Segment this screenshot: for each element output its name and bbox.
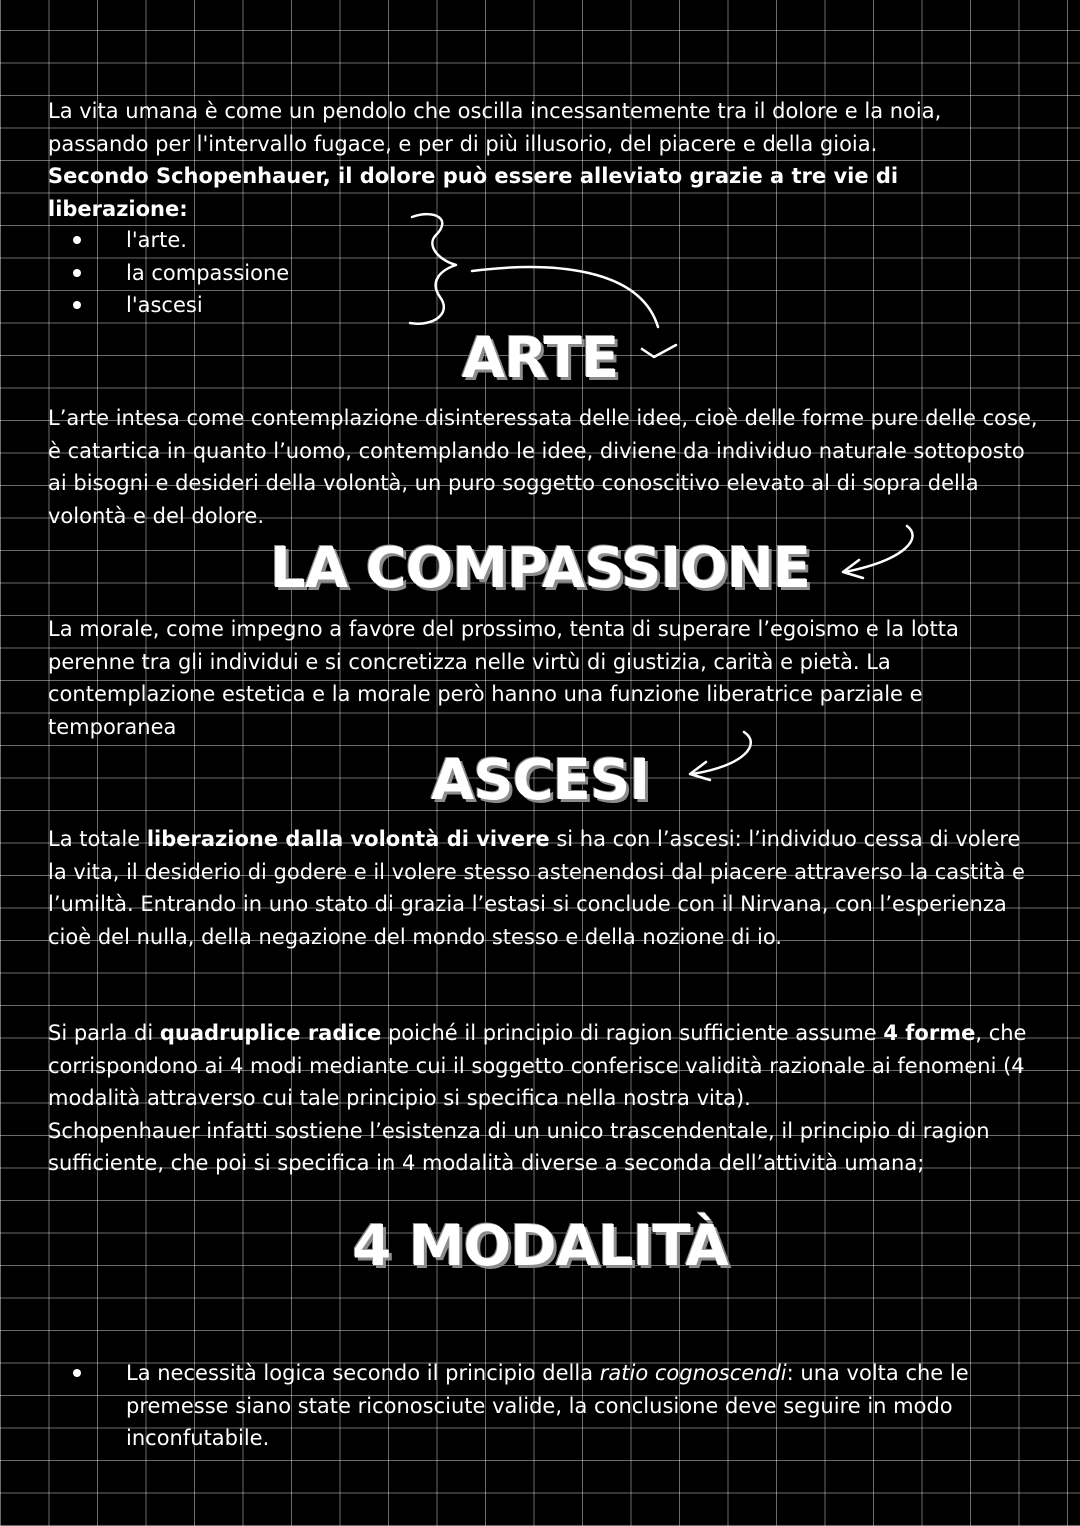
curved-arrow-icon bbox=[835, 520, 925, 585]
ratio-italic-text: ratio cognoscendi bbox=[599, 1361, 787, 1385]
ascesi-bold-text: liberazione dalla volontà di vivere bbox=[146, 827, 550, 851]
bullet-icon bbox=[73, 269, 81, 277]
modalita-list bbox=[48, 1357, 1033, 1455]
list-item: la compassione bbox=[48, 257, 1028, 290]
bullet-icon bbox=[73, 1369, 81, 1377]
ascesi-heading: ASCESI bbox=[430, 748, 650, 813]
intro-text: La vita umana è come un pendolo che oscilla incessantemente tra il dolore e la noia, passando per l'intervallo fugace, e per di più illusorio, del piacere e della gioia. bbox=[48, 99, 942, 156]
list-item: l'arte. bbox=[48, 224, 1028, 257]
bullet-icon bbox=[73, 236, 81, 244]
list-item: La necessità logica secondo il principio della ratio cognoscendi: una volta che le premesse siano state riconosciute valide, la conclusione deve seguire in modo inconfutabile. bbox=[48, 1357, 1033, 1455]
arte-heading: ARTE bbox=[461, 326, 619, 391]
curved-arrow-icon bbox=[680, 728, 770, 788]
modalita-heading: 4 MODALITÀ bbox=[352, 1214, 728, 1279]
arte-paragraph: L’arte intesa come contemplazione disinteressata delle idee, cioè delle forme pure delle cose, è catartica in quanto l’uomo, contemplando le idee, diviene da individuo naturale sottoposto ai bisogni e desideri della volontà, un puro soggetto conoscitivo elevato al di sopra della volontà e del dolore. bbox=[48, 406, 1038, 528]
compassione-heading: LA COMPASSIONE bbox=[270, 536, 810, 601]
bullet-icon bbox=[73, 301, 81, 309]
ascesi-paragraph: La totale liberazione dalla volontà di vivere si ha con l’ascesi: l’individuo cessa di volere la vita, il desiderio di godere e il volere stesso astenendosi dal piacere attraverso la castità e l’umiltà. Entrando in uno stato di grazia l’estasi si conclude con il Nirvana, con l’esperienza cioè del nulla, della negazione del mondo stesso e della nozione di io. bbox=[48, 827, 1025, 949]
radice-bold-text: quadruplice radice bbox=[159, 1021, 382, 1045]
intro-bold-text: Secondo Schopenhauer, il dolore può essere alleviato grazie a tre vie di liberazione: bbox=[48, 164, 899, 221]
compassione-paragraph: La morale, come impegno a favore del prossimo, tenta di superare l’egoismo e la lotta perenne tra gli individui e si concretizza nelle virtù di giustizia, carità e pietà. La contemplazione estetica e la morale però hanno una funzione liberatrice parziale e temporanea bbox=[48, 617, 959, 739]
forme-bold-text: 4 forme bbox=[883, 1021, 976, 1045]
list-item: l'ascesi bbox=[48, 289, 1028, 322]
radice-paragraph: Si parla di quadruplice radice poiché il principio di ragion sufficiente assume 4 forme, che corrispondono ai 4 modi mediante cui il soggetto conferisce validità razionale ai fenomeni (4 modalità attraverso cui tale principio si specifica nella nostra vita). Schopenhauer infatti sostiene l’esistenza di un unico trascendentale, il principio di ragion sufficiente, che poi si specifica in 4 modalità diverse a seconda dell’attività umana; bbox=[48, 1021, 1027, 1175]
